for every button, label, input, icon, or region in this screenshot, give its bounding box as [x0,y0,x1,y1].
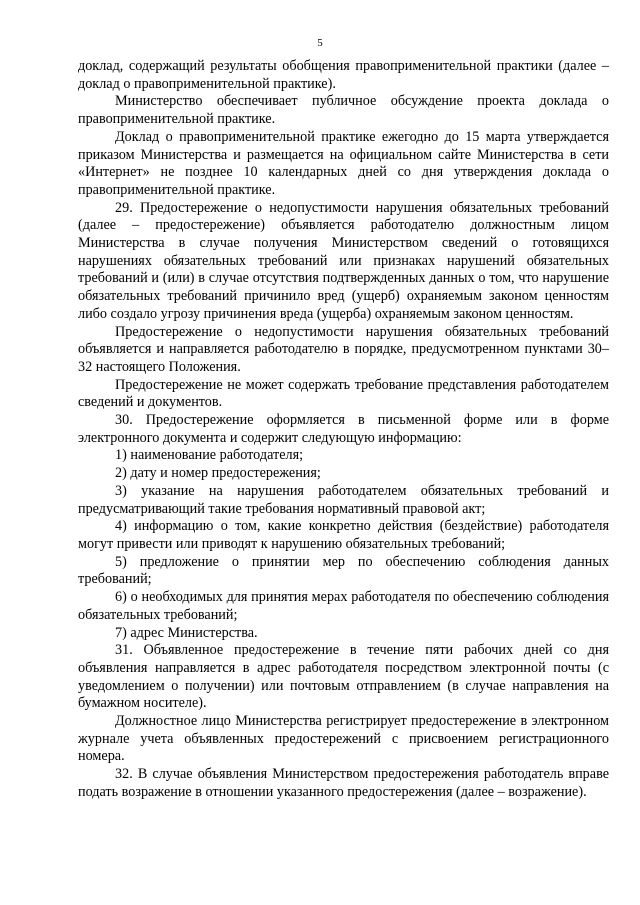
paragraph-item-29: 29. Предостережение о недопустимости нарушения обязательных требований (далее – предостережение) объявляется работодателю должностным лицом Министерства в случае получения Министерством сведений о готовящихся нарушениях обязательных требований или признаках нарушений обязательных требований и (или) в случае отсутствия подтвержденных данных о том, что нарушение обязательных требований причинило вред (ущерб) охраняемым законом ценностям либо создало угрозу причинения вреда (ущерба) охраняемым законом ценностям. [78,199,609,322]
list-item: 7) адрес Министерства. [115,624,258,641]
list-item: 5) предложение о принятии мер по обеспечению соблюдения данных требований; [78,553,609,588]
paragraph-item-31: 31. Объявленное предостережение в течение пяти рабочих дней со дня объявления направляется в адрес работодателя посредством электронной почты (с уведомлением о получении) или почтовым отправлением (в случае направления на бумажном носителе). [78,642,609,712]
list-item: 1) наименование работодателя; [115,447,304,464]
document-body [78,58,609,802]
paragraph: доклад, содержащий результаты обобщения правоприменительной практики (далее – доклад о правоприменительной практике). [78,58,609,92]
paragraph: Доклад о правоприменительной практике ежегодно до 15 марта утверждается приказом Министерства и размещается на официальном сайте Министерства в сети «Интернет» не позднее 10 календарных дней со дня утверждения доклада о правоприменительной практике. [78,128,609,198]
paragraph: Должностное лицо Министерства регистрирует предостережение в электронном журнале учета объявленных предостережений с присвоением регистрационного номера. [78,713,609,765]
paragraph: Предостережение не может содержать требование представления работодателем сведений и документов. [78,376,609,411]
page-number: 5 [317,37,323,49]
paragraph-item-30: 30. Предостережение оформляется в письменной форме или в форме электронного документа и содержит следующую информацию: [78,412,609,446]
paragraph: Предостережение о недопустимости нарушения обязательных требований объявляется и направляется работодателю в порядке, предусмотренном пунктами 30–32 настоящего Положения. [78,323,609,375]
list-item: 2) дату и номер предостережения; [115,465,321,482]
list-item: 6) о необходимых для принятия мерах работодателя по обеспечению соблюдения обязательных требований; [78,589,609,623]
list-item: 4) информацию о том, какие конкретно действия (бездействие) работодателя могут привести или приводят к нарушению обязательных требований; [78,518,609,552]
paragraph-item-32: 32. В случае объявления Министерством предостережения работодатель вправе подать возражение в отношении указанного предостережения (далее – возражение). [78,766,609,800]
list-item: 3) указание на нарушения работодателем обязательных требований и предусматривающий такие требования нормативный правовой акт; [78,482,609,517]
paragraph: Министерство обеспечивает публичное обсуждение проекта доклада о правоприменительной практике. [78,93,609,128]
